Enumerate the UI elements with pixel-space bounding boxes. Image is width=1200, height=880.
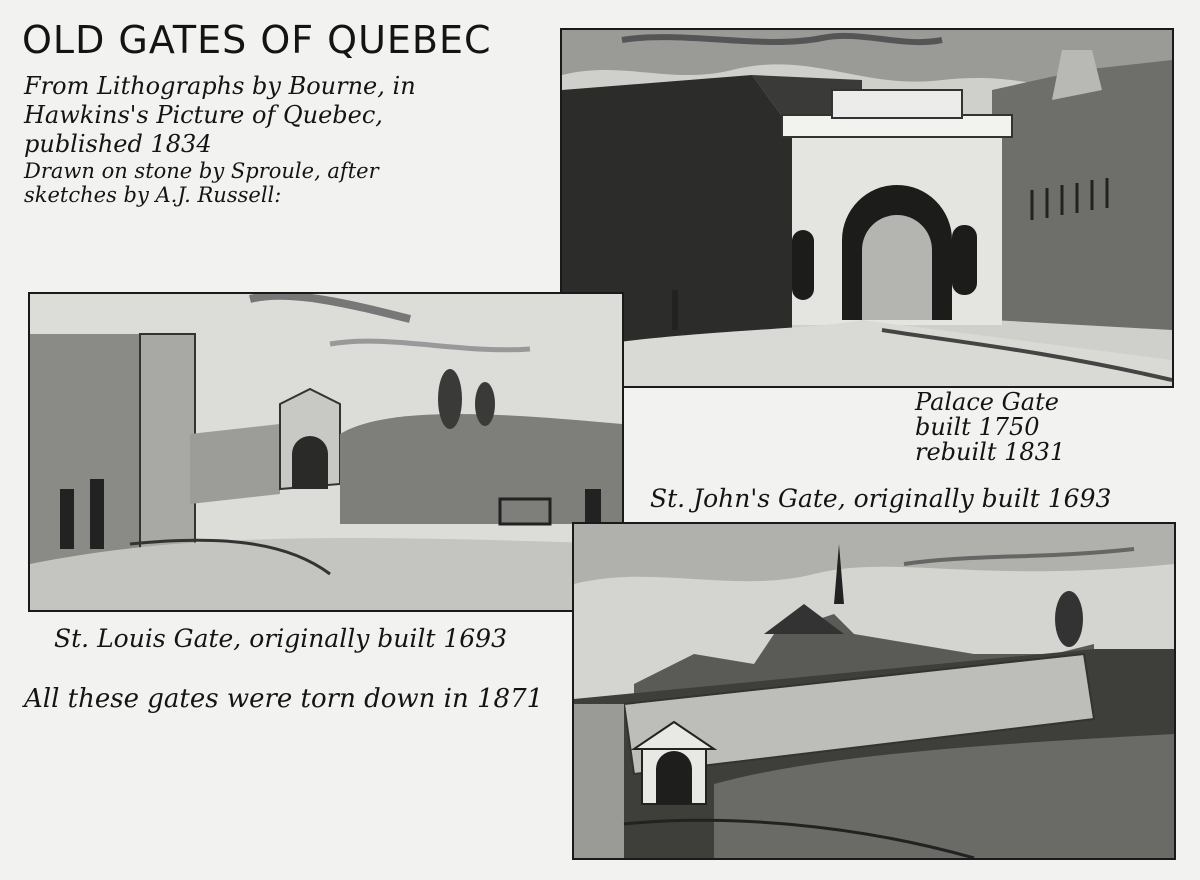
credits-block [24,72,544,207]
credit-line: published 1834 [24,130,212,158]
torn-down-note: All these gates were torn down in 1871 [24,684,544,714]
palace-gate-illustration [560,28,1174,388]
st-louis-gate-caption: St. Louis Gate, originally built 1693 [54,624,507,653]
credit-line: From Lithographs by Bourne, in [24,72,416,100]
page-title: OLD GATES OF QUEBEC [22,18,492,62]
caption-line: Palace Gate [915,388,1059,416]
caption-line: built 1750 [915,413,1040,441]
caption-line: rebuilt 1831 [915,438,1066,466]
credit-line: Drawn on stone by Sproule, after [24,159,379,183]
st-johns-gate-illustration [572,522,1176,860]
credit-line: Hawkins's Picture of Quebec, [24,101,383,129]
st-johns-gate-caption: St. John's Gate, originally built 1693 [650,484,1112,513]
palace-gate-caption [915,390,1065,465]
credit-line: sketches by A.J. Russell: [24,183,282,207]
st-louis-gate-illustration [28,292,624,612]
